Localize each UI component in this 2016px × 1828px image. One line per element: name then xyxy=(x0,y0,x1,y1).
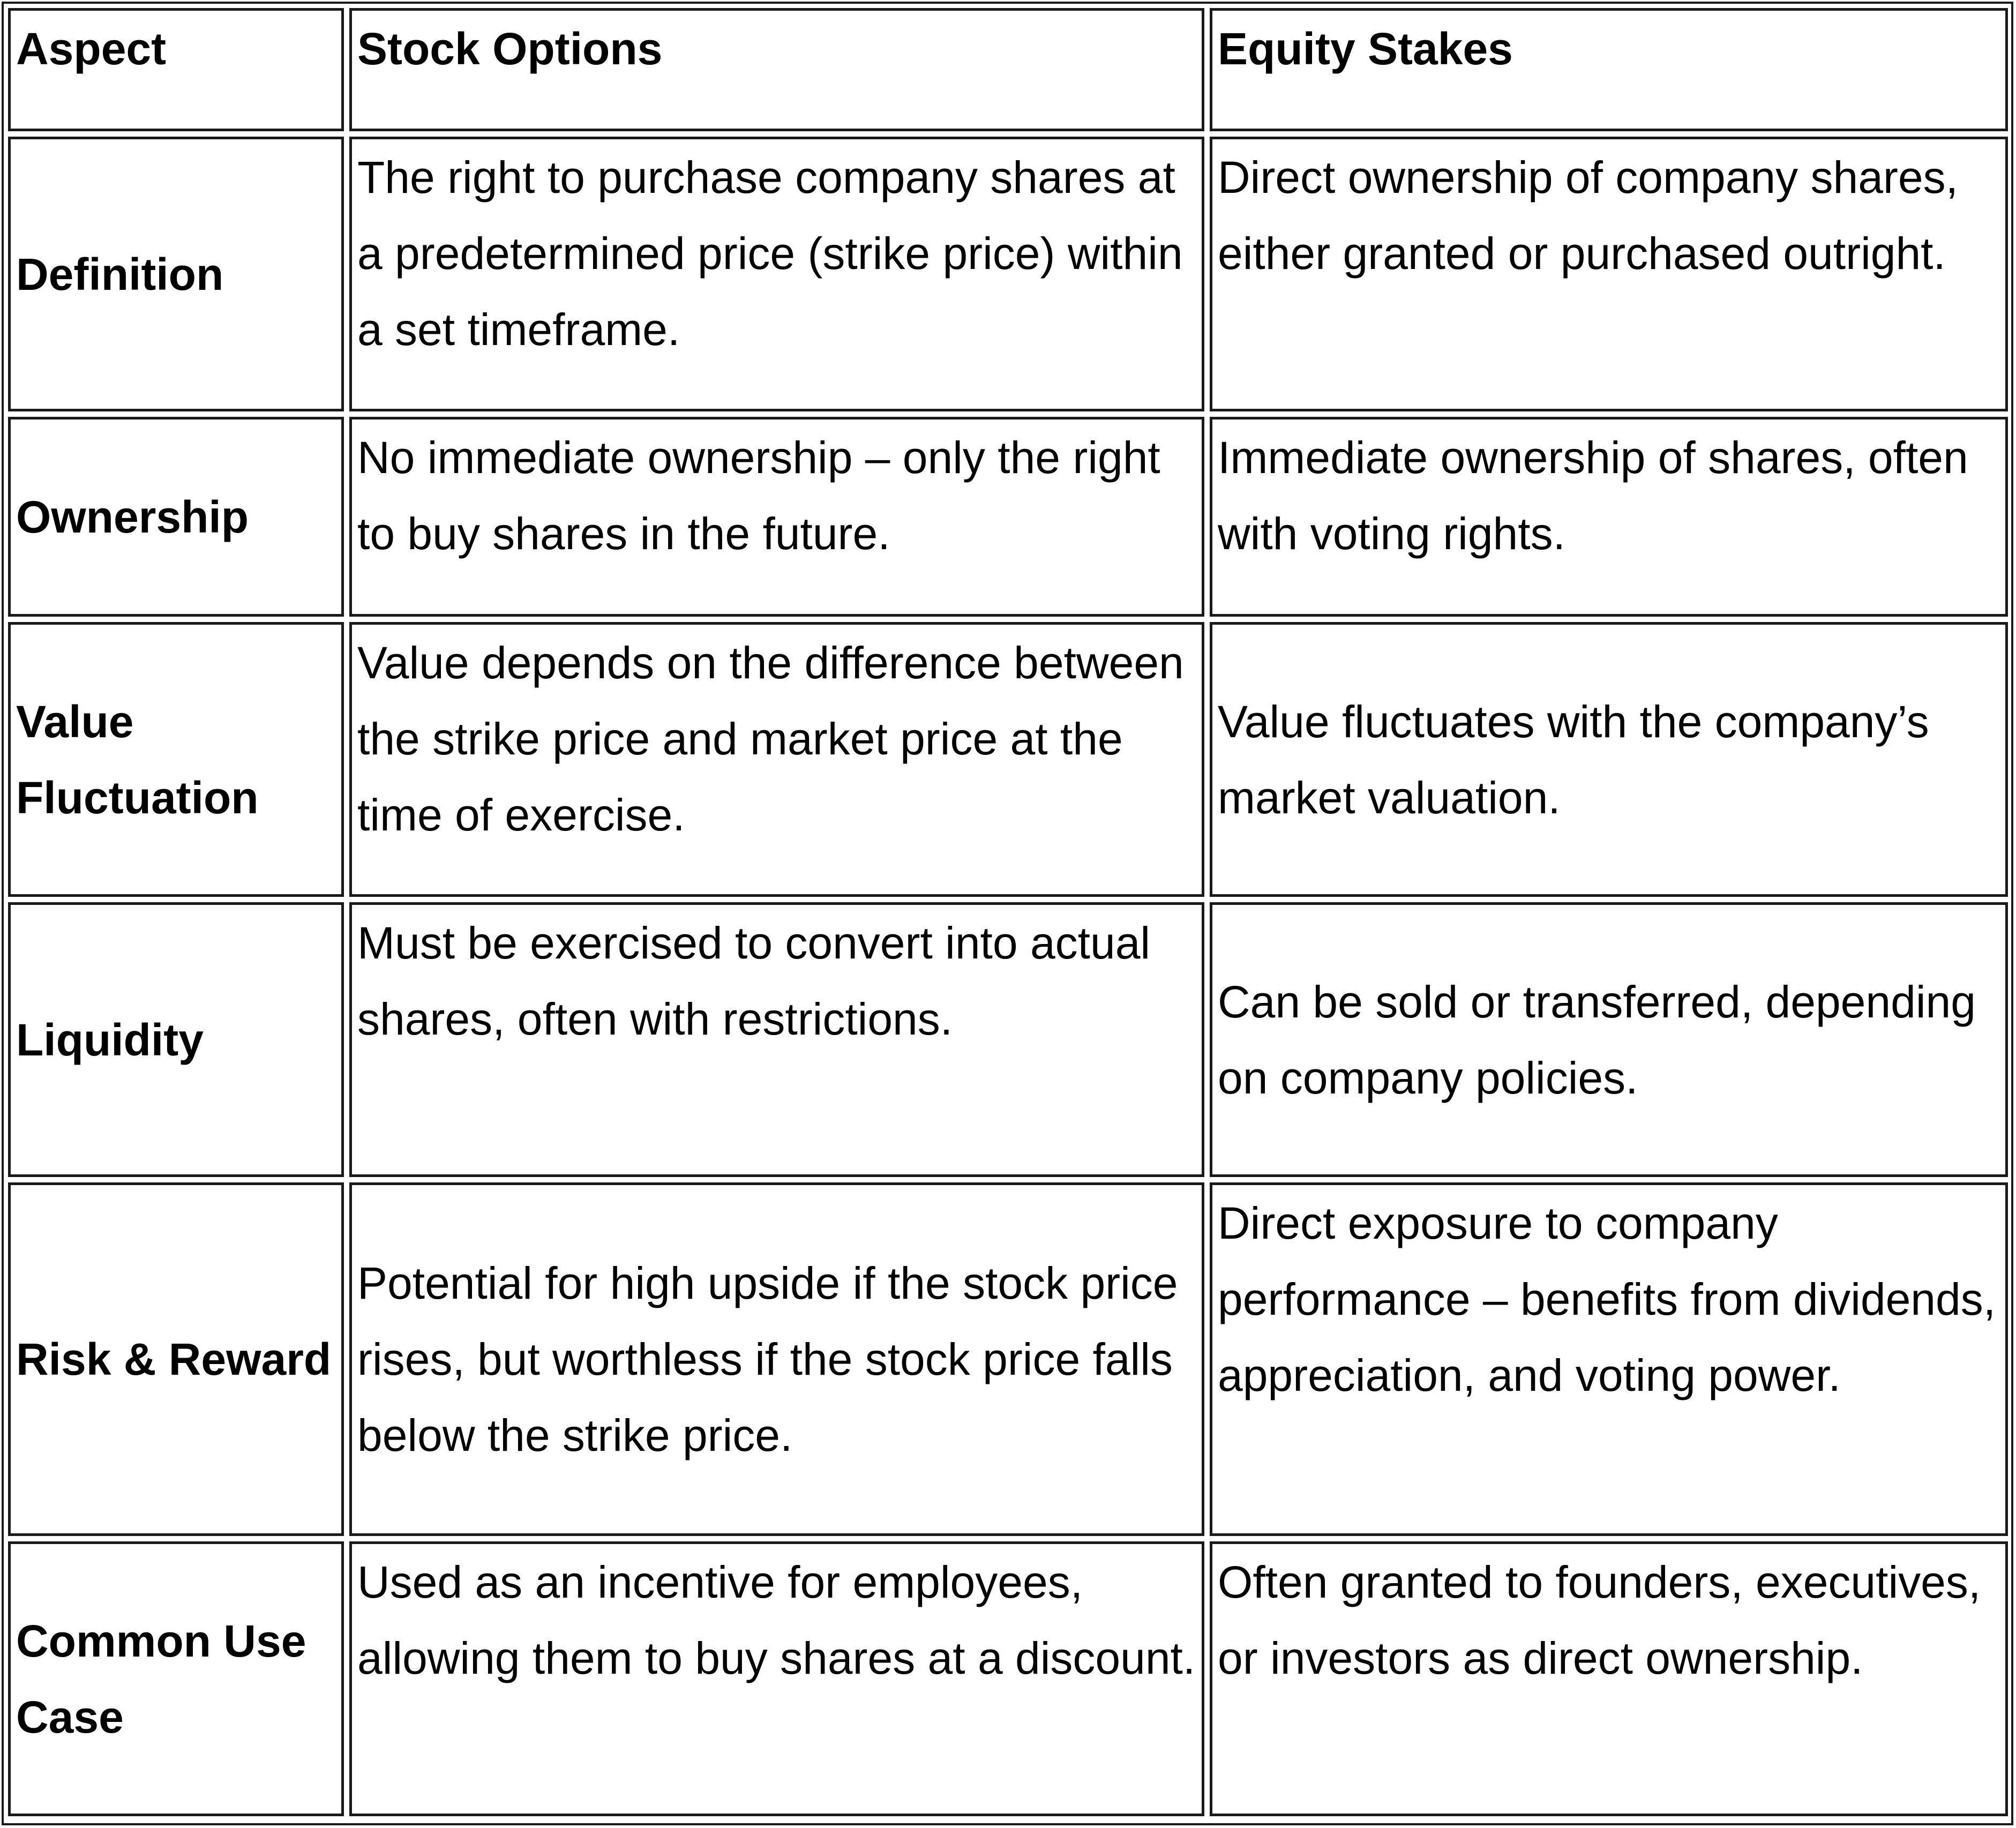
row-value-fluctuation-stock-options-text: Value depends on the difference between the strike price and market price at the time of exercise. xyxy=(357,638,1184,840)
row-definition-equity-stakes xyxy=(1210,137,2008,411)
header-stock-options-text: Stock Options xyxy=(357,24,663,74)
row-ownership-stock-options xyxy=(349,417,1204,617)
row-common-use-case-equity-stakes xyxy=(1210,1541,2008,1816)
row-risk-reward-equity-stakes xyxy=(1210,1182,2008,1536)
row-liquidity-stock-options xyxy=(349,902,1204,1177)
row-common-use-case-aspect-text: Common Use Case xyxy=(16,1615,306,1742)
row-risk-reward-stock-options-text: Potential for high upside if the stock price rises, but worthless if the stock price falls below the strike price. xyxy=(357,1258,1178,1460)
row-ownership-stock-options-text: No immediate ownership – only the right to buy shares in the future. xyxy=(357,432,1160,559)
row-definition-aspect xyxy=(8,137,344,411)
row-common-use-case-stock-options-text: Used as an incentive for employees, allowing them to buy shares at a discount. xyxy=(357,1557,1196,1683)
row-common-use-case-equity-stakes-text: Often granted to founders, executives, or investors as direct ownership. xyxy=(1218,1557,1981,1683)
row-risk-reward-aspect-text: Risk & Reward xyxy=(16,1334,332,1384)
row-liquidity-equity-stakes xyxy=(1210,902,2008,1177)
row-liquidity-aspect xyxy=(8,902,344,1177)
row-liquidity-aspect-text: Liquidity xyxy=(16,1014,204,1065)
row-value-fluctuation-aspect xyxy=(8,622,344,897)
row-ownership-aspect xyxy=(8,417,344,617)
row-value-fluctuation-equity-stakes-text: Value fluctuates with the company’s market valuation. xyxy=(1218,696,1929,823)
row-ownership-equity-stakes xyxy=(1210,417,2008,617)
row-risk-reward-equity-stakes-text: Direct exposure to company performance – benefits from dividends, appreciation, and voting power. xyxy=(1218,1198,1996,1400)
row-ownership-equity-stakes-text: Immediate ownership of shares, often with voting rights. xyxy=(1218,432,1968,559)
row-definition-stock-options-text: The right to purchase company shares at a predetermined price (strike price) within a set timeframe. xyxy=(357,152,1183,355)
row-definition-aspect-text: Definition xyxy=(16,249,224,299)
row-definition-stock-options xyxy=(349,137,1204,411)
row-ownership-aspect-text: Ownership xyxy=(16,491,249,542)
header-equity-stakes-text: Equity Stakes xyxy=(1218,24,1513,74)
row-common-use-case-aspect xyxy=(8,1541,344,1816)
row-definition-equity-stakes-text: Direct ownership of company shares, either granted or purchased outright. xyxy=(1218,152,1958,279)
header-stock-options xyxy=(349,8,1204,131)
header-aspect-text: Aspect xyxy=(16,24,167,74)
row-risk-reward-stock-options xyxy=(349,1182,1204,1536)
row-value-fluctuation-aspect-text: Value Fluctuation xyxy=(16,696,259,823)
row-liquidity-equity-stakes-text: Can be sold or transferred, depending on company policies. xyxy=(1218,976,1976,1103)
row-liquidity-stock-options-text: Must be exercised to convert into actual shares, often with restrictions. xyxy=(357,918,1151,1044)
row-value-fluctuation-equity-stakes xyxy=(1210,622,2008,897)
row-value-fluctuation-stock-options xyxy=(349,622,1204,897)
header-aspect xyxy=(8,8,344,131)
row-common-use-case-stock-options xyxy=(349,1541,1204,1816)
row-risk-reward-aspect xyxy=(8,1182,344,1536)
header-equity-stakes xyxy=(1210,8,2008,131)
